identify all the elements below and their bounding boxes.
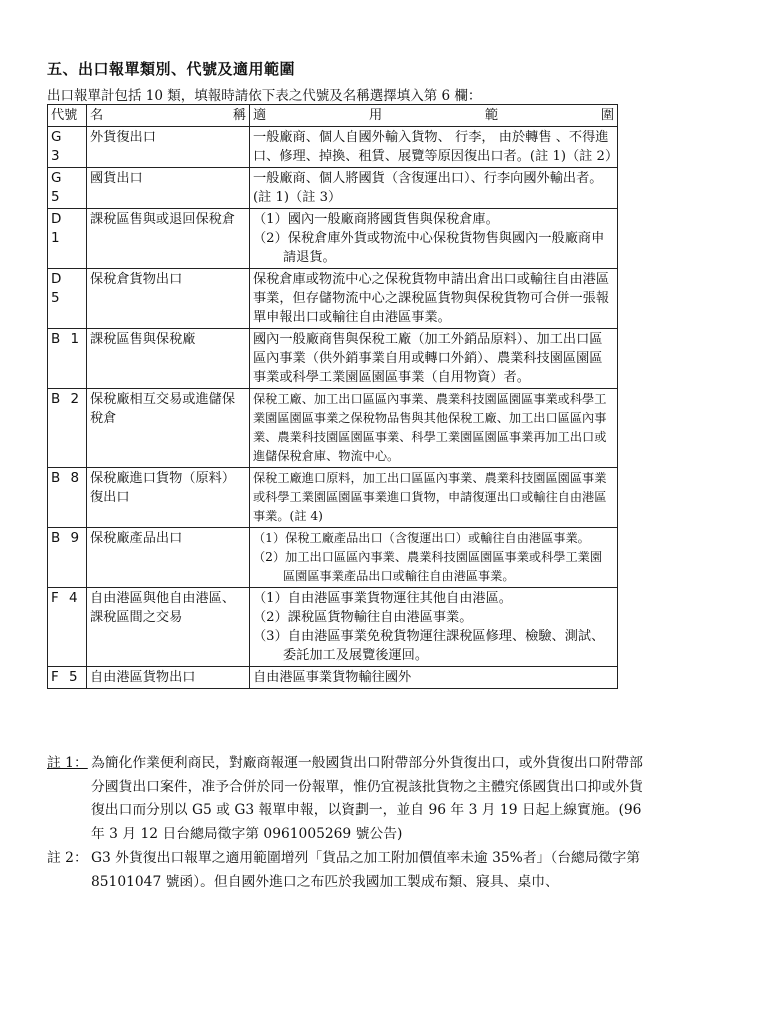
table-row <box>48 269 618 329</box>
row-scope <box>250 209 618 269</box>
row-scope <box>250 588 618 667</box>
row-code: F 5 <box>48 667 87 689</box>
footnote-1 <box>47 752 647 846</box>
row-code: B 1 <box>48 329 87 389</box>
row-scope: 一般廠商、個人將國貨（含復運出口）、行李向國外輸出者。(註 1)（註 3） <box>250 168 618 209</box>
row-name: 國貨出口 <box>87 168 250 209</box>
row-scope: 一般廠商、個人自國外輸入貨物、 行李， 由於轉售 、不得進口、修理、掉換、租賃、展覽等原因復出口者。(註 1)（註 2） <box>250 127 618 168</box>
row-code: F 4 <box>48 588 87 667</box>
table-row <box>48 127 618 168</box>
row-scope: 自由港區事業貨物輸往國外 <box>250 667 618 689</box>
row-name: 課稅區售與或退回保稅倉 <box>87 209 250 269</box>
row-code: D 1 <box>48 209 87 269</box>
row-scope: 保稅倉庫或物流中心之保稅貨物申請出倉出口或輸往自由港區事業，但存儲物流中心之課稅區貨物與保稅貨物可合併一張報單申報出口或輸往自由港區事業。 <box>250 269 618 329</box>
header-scope: 適 用 範 圍 <box>250 105 618 127</box>
intro-text: 出口報單計包括 10 類，填報時請依下表之代號及名稱選擇填入第 6 欄： <box>47 88 482 104</box>
header-code: 代號 <box>48 105 87 127</box>
row-code: G 5 <box>48 168 87 209</box>
row-name: 外貨復出口 <box>87 127 250 168</box>
row-code: B 2 <box>48 389 87 468</box>
table-row <box>48 588 618 667</box>
row-scope: 保稅工廠、加工出口區區內事業、農業科技園區園區事業或科學工業園區園區事業之保稅物品售與其他保稅工廠、加工出口區區內事業、農業科技園區園區事業、科學工業園區園區事業再加工出口或進儲保稅倉庫、物流中心。 <box>250 389 618 468</box>
footnote-2 <box>47 847 647 894</box>
section-heading: 五、出口報單類別、代號及適用範圍 <box>47 60 296 78</box>
row-name: 保稅廠相互交易或進儲保稅倉 <box>87 389 250 468</box>
scope-item: （3）自由港區事業免稅貨物運往課稅區修理、檢驗、測試、委託加工及展覽後運回。 <box>253 629 605 663</box>
table-row <box>48 168 618 209</box>
table-row <box>48 468 618 528</box>
row-code: G 3 <box>48 127 87 168</box>
scope-item: （2）加工出口區區內事業、農業科技園區園區事業或科學工業園區園區事業產品出口或輸往自由港區事業。 <box>253 550 603 583</box>
row-name: 保稅倉貨物出口 <box>87 269 250 329</box>
scope-item: （2）保稅倉庫外貨或物流中心保稅貨物售與國內一般廠商申請退貨。 <box>253 231 605 265</box>
declaration-code-table <box>47 104 618 689</box>
row-code: B 8 <box>48 468 87 528</box>
row-scope: 保稅工廠進口原料，加工出口區區內事業、農業科技園區園區事業或科學工業園區園區事業進口貨物，申請復運出口或輸往自由港區事業。(註 4) <box>250 468 618 528</box>
footnotes <box>47 752 647 895</box>
row-name: 保稅廠產品出口 <box>87 528 250 588</box>
table-header-row <box>48 105 618 127</box>
row-code: B 9 <box>48 528 87 588</box>
scope-item: （1）保稅工廠產品出口（含復運出口）或輸往自由港區事業。 <box>253 531 590 545</box>
row-name: 自由港區貨物出口 <box>87 667 250 689</box>
scope-item: （2）課稅區貨物輸往自由港區事業。 <box>253 610 473 625</box>
scope-item: （1）自由港區事業貨物運往其他自由港區。 <box>253 591 512 606</box>
footnote-label: 註 2： <box>47 850 88 866</box>
row-name: 課稅區售與保稅廠 <box>87 329 250 389</box>
footnote-text: G3 外貨復出口報單之適用範圍增列「貨品之加工附加價值率未逾 35%者」（台總局徵字第 85101047 號函）。但自國外進口之布匹於我國加工製成布類、寢具、桌巾、 <box>91 850 641 890</box>
footnote-label: 註 1： <box>47 755 88 771</box>
table-row <box>48 329 618 389</box>
table-row <box>48 667 618 689</box>
row-name: 自由港區與他自由港區、課稅區間之交易 <box>87 588 250 667</box>
header-name: 名 稱 <box>87 105 250 127</box>
scope-item: （1）國內一般廠商將國貨售與保稅倉庫。 <box>253 212 499 227</box>
table-row <box>48 389 618 468</box>
row-code: D 5 <box>48 269 87 329</box>
row-name: 保稅廠進口貨物（原料）復出口 <box>87 468 250 528</box>
row-scope: 國內一般廠商售與保稅工廠（加工外銷品原料）、加工出口區區內事業（供外銷事業自用或轉口外銷）、農業科技園區園區事業或科學工業園區園區事業（自用物資）者。 <box>250 329 618 389</box>
table-row <box>48 209 618 269</box>
table-row <box>48 528 618 588</box>
row-scope <box>250 528 618 588</box>
footnote-text: 為簡化作業便利商民，對廠商報運一般國貨出口附帶部分外貨復出口，或外貨復出口附帶部分國貨出口案件，准予合併於同一份報單，惟仍宜視該批貨物之主體究係國貨出口抑或外貨復出口而分別以 G5 或 G3 報單申報，以資劃一，並自 96 年 3 月 19 日起上線實施。(96 年 3 月 12 日台總局徵字第 0961005269 號公告) <box>91 755 643 842</box>
